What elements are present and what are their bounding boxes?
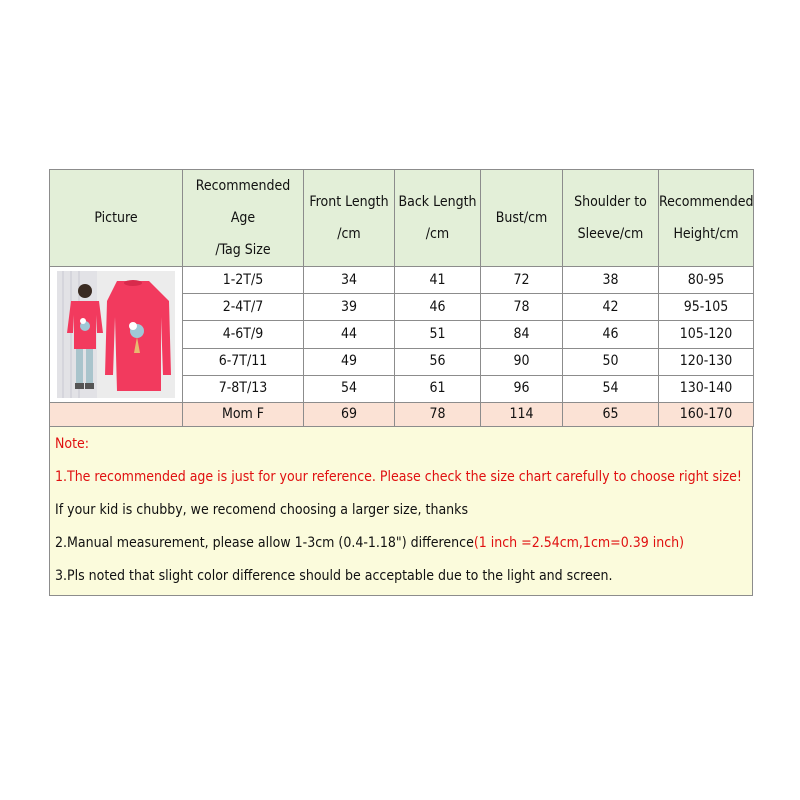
cell-back-length: 78 [395, 403, 481, 427]
header-age: Recommended Age /Tag Size [183, 170, 304, 267]
cell-back-length: 56 [395, 348, 481, 375]
cell-front-length: 39 [304, 294, 395, 321]
product-photo [57, 271, 175, 398]
header-front-length: Front Length /cm [304, 170, 395, 267]
cell-shoulder: 54 [563, 375, 659, 402]
cell-front-length: 49 [304, 348, 395, 375]
cell-shoulder: 46 [563, 321, 659, 348]
note-age-reference: 1.The recommended age is just for your reference. Please check the size chart carefully to choose right size! [55, 469, 742, 485]
note-measurement [55, 527, 747, 560]
cell-front-length: 69 [304, 403, 395, 427]
cell-size: 7-8T/13 [183, 375, 304, 402]
cell-height: 80-95 [659, 267, 754, 294]
cell-size: 2-4T/7 [183, 294, 304, 321]
cell-front-length: 44 [304, 321, 395, 348]
table-row-mom [50, 403, 754, 427]
notes-title: Note: [55, 436, 90, 452]
product-picture [50, 267, 183, 403]
cell-front-length: 54 [304, 375, 395, 402]
notes-box [49, 427, 753, 596]
cell-height: 130-140 [659, 375, 754, 402]
cell-back-length: 61 [395, 375, 481, 402]
cell-height: 160-170 [659, 403, 754, 427]
cell-picture-empty [50, 403, 183, 427]
cell-bust: 90 [481, 348, 563, 375]
header-shoulder: Shoulder to Sleeve/cm [563, 170, 659, 267]
cell-height: 120-130 [659, 348, 754, 375]
cell-shoulder: 50 [563, 348, 659, 375]
header-back-length: Back Length /cm [395, 170, 481, 267]
hoodie-image [57, 271, 175, 398]
cell-bust: 96 [481, 375, 563, 402]
note-conversion: (1 inch =2.54cm,1cm=0.39 inch) [473, 535, 685, 551]
cell-back-length: 41 [395, 267, 481, 294]
note-measurement-text: 2.Manual measurement, please allow 1-3cm (0.4-1.18") difference [55, 535, 474, 551]
cell-bust: 78 [481, 294, 563, 321]
table-row [50, 267, 754, 294]
cell-bust: 84 [481, 321, 563, 348]
cell-back-length: 51 [395, 321, 481, 348]
cell-shoulder: 42 [563, 294, 659, 321]
size-chart [49, 169, 753, 596]
cell-shoulder: 38 [563, 267, 659, 294]
cell-height: 105-120 [659, 321, 754, 348]
header-row [50, 170, 754, 267]
cell-shoulder: 65 [563, 403, 659, 427]
header-picture: Picture [50, 170, 183, 267]
cell-size: Mom F [183, 403, 304, 427]
cell-back-length: 46 [395, 294, 481, 321]
cell-height: 95-105 [659, 294, 754, 321]
cell-size: 1-2T/5 [183, 267, 304, 294]
header-height: Recommended Height/cm [659, 170, 754, 267]
cell-size: 4-6T/9 [183, 321, 304, 348]
size-table [49, 169, 754, 427]
cell-bust: 72 [481, 267, 563, 294]
header-bust: Bust/cm [481, 170, 563, 267]
cell-front-length: 34 [304, 267, 395, 294]
note-color-difference: 3.Pls noted that slight color difference should be acceptable due to the light and screen. [55, 568, 613, 584]
cell-size: 6-7T/11 [183, 348, 304, 375]
note-chubby: If your kid is chubby, we recomend choosing a larger size, thanks [55, 502, 468, 518]
cell-bust: 114 [481, 403, 563, 427]
